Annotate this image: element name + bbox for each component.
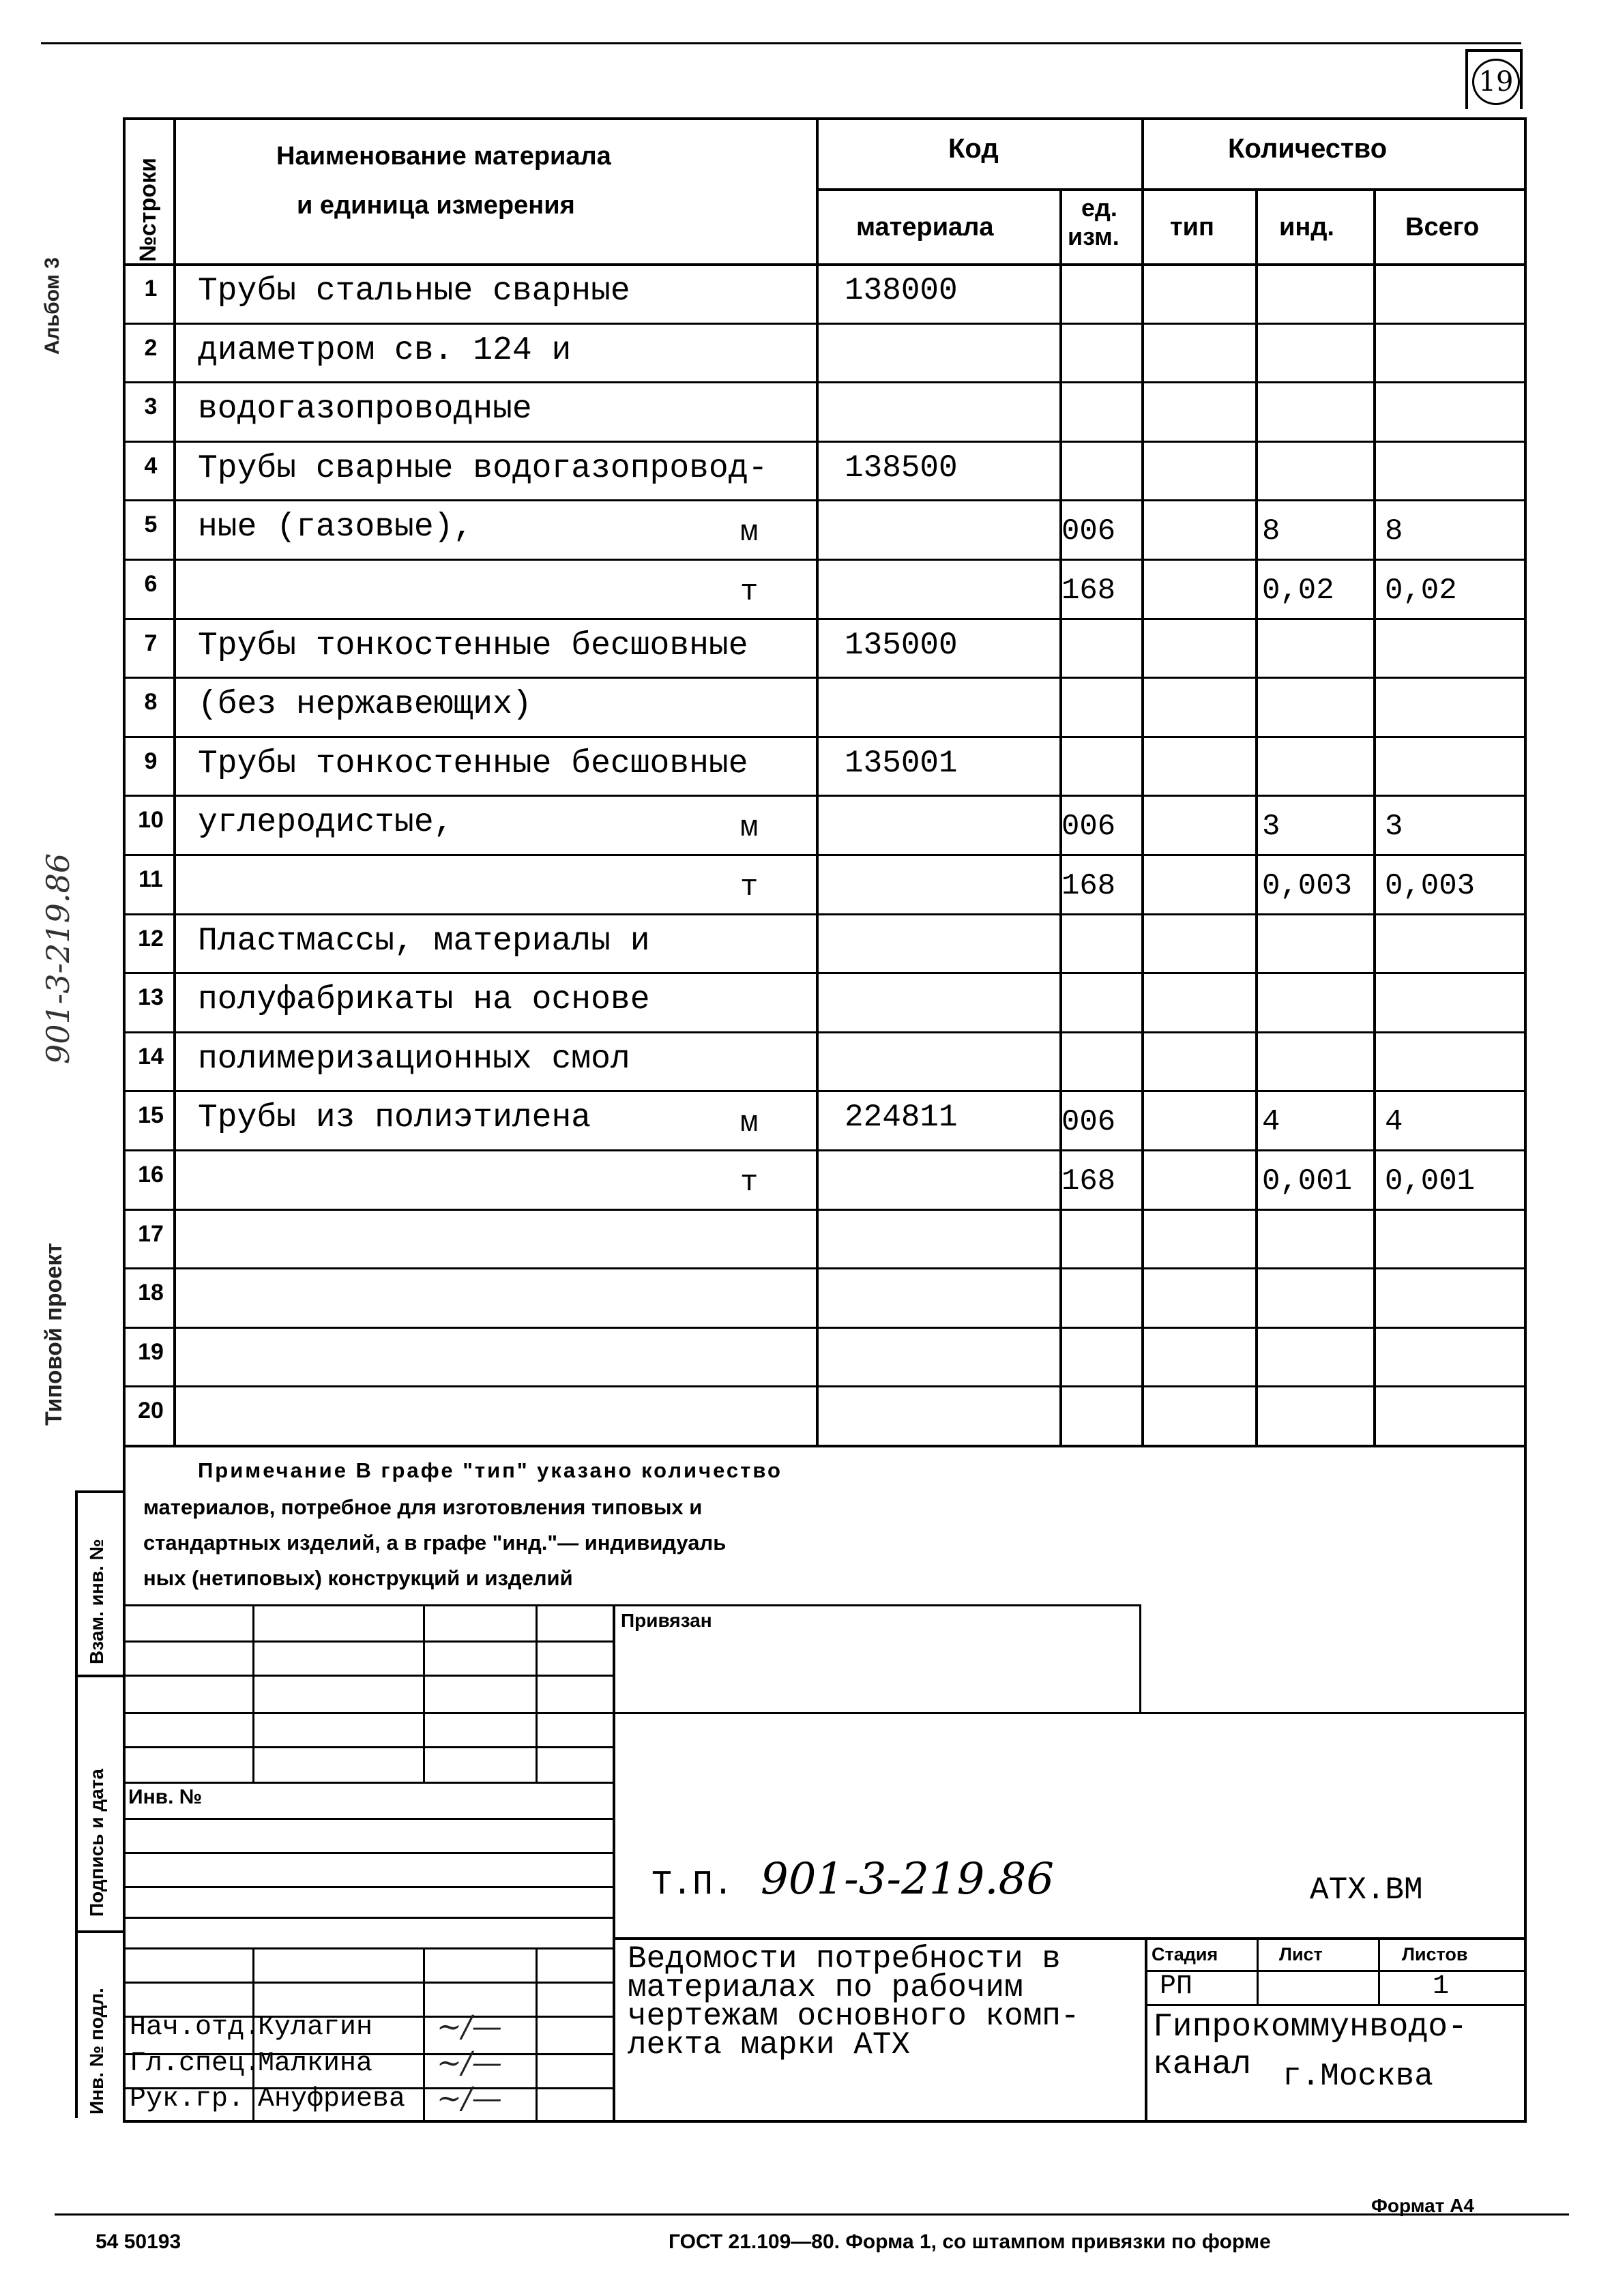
quantity-total: 4 xyxy=(1385,1105,1403,1139)
note-line2: материалов, потребное для изготовления типовых и xyxy=(143,1495,703,1519)
quantity-ind: 0,001 xyxy=(1262,1164,1353,1198)
row-number: 12 xyxy=(138,926,164,952)
unit-of-measure: м xyxy=(740,516,759,550)
material-code: 135000 xyxy=(845,628,958,663)
row-number: 2 xyxy=(144,335,158,361)
header-code: Код xyxy=(948,134,999,164)
quantity-total: 8 xyxy=(1385,514,1403,548)
stamp-sheets-label: Листов xyxy=(1402,1944,1468,1964)
stamp-privyazan: Привязан xyxy=(621,1610,712,1631)
quantity-total: 0,02 xyxy=(1385,574,1457,608)
row-number: 15 xyxy=(138,1102,164,1128)
material-name: углеродистые, xyxy=(198,804,454,841)
stamp-person-name: Кулагин xyxy=(258,2012,373,2043)
unit-code: 168 xyxy=(1061,574,1116,608)
quantity-ind: 0,003 xyxy=(1262,869,1353,903)
header-total: Всего xyxy=(1405,213,1480,241)
stamp-org-line1: Гипрокоммунводо- xyxy=(1153,2009,1467,2046)
row-number: 5 xyxy=(144,512,158,538)
row-number: 16 xyxy=(138,1162,164,1188)
row-number: 11 xyxy=(138,866,163,892)
note-line1: Примечание В графе "тип" указано количество xyxy=(198,1458,782,1482)
stamp-person-role: Нач.отд. xyxy=(130,2012,261,2043)
quantity-total: 3 xyxy=(1385,810,1403,844)
unit-of-measure: м xyxy=(740,811,759,845)
row-number: 18 xyxy=(138,1280,164,1306)
material-name: Трубы из полиэтилена xyxy=(198,1100,591,1136)
side-album: Альбом 3 xyxy=(41,257,63,355)
material-name: Трубы тонкостенные бесшовные xyxy=(198,746,748,782)
stamp-title-line2: материалах по рабочим xyxy=(628,1970,1023,2005)
signature-scribble: ~/— xyxy=(437,2081,502,2116)
sheet-number: 19 xyxy=(1472,59,1520,105)
material-code: 135001 xyxy=(845,746,958,781)
header-type: тип xyxy=(1170,213,1214,241)
material-code: 224811 xyxy=(845,1100,958,1135)
stamp-stage-label: Стадия xyxy=(1152,1944,1218,1964)
material-code: 138000 xyxy=(845,273,958,308)
header-name-line1: Наименование материала xyxy=(276,142,611,171)
note-line3: стандартных изделий, а в графе "инд."— индивидуаль xyxy=(143,1531,727,1555)
header-unit-line1: ед. xyxy=(1081,194,1117,222)
stamp-title-line4: лекта марки АТХ xyxy=(628,2027,911,2063)
stamp-inv-no: Инв. № xyxy=(128,1786,203,1808)
material-name: ные (газовые), xyxy=(198,509,473,546)
side-inv-podl: Инв. № подл. xyxy=(86,1988,107,2115)
stamp-sheet-label: Лист xyxy=(1279,1944,1323,1964)
unit-code: 006 xyxy=(1061,810,1116,844)
stamp-person-role: Рук.гр. xyxy=(130,2084,245,2115)
stamp-mark: АТХ.ВМ xyxy=(1310,1872,1423,1908)
header-row-no: №строки xyxy=(135,158,161,262)
row-number: 10 xyxy=(138,807,164,833)
material-name: Трубы тонкостенные бесшовные xyxy=(198,628,748,664)
unit-code: 168 xyxy=(1061,1164,1116,1198)
row-number: 19 xyxy=(138,1339,164,1365)
unit-code: 006 xyxy=(1061,514,1116,548)
header-name-line2: и единица измерения xyxy=(297,191,575,220)
stamp-stage: РП xyxy=(1160,1971,1193,2002)
header-unit-line2: изм. xyxy=(1068,222,1119,250)
material-name: диаметром св. 124 и xyxy=(198,332,572,369)
stamp-person-name: Ануфриева xyxy=(258,2084,406,2115)
side-project: Типовой проект xyxy=(41,1243,67,1426)
quantity-total: 0,003 xyxy=(1385,869,1476,903)
unit-of-measure: т xyxy=(740,870,759,904)
row-number: 20 xyxy=(138,1398,164,1424)
material-name: Трубы сварные водогазопровод- xyxy=(198,450,768,487)
stamp-person-name: Малкина xyxy=(258,2048,373,2079)
quantity-ind: 8 xyxy=(1262,514,1280,548)
signature-scribble: ~/— xyxy=(437,2046,502,2080)
signature-scribble: ~/— xyxy=(437,2010,502,2044)
material-name: Пластмассы, материалы и xyxy=(198,923,650,960)
footer-gost: ГОСТ 21.109—80. Форма 1, со штампом привязки по форме xyxy=(669,2231,1271,2253)
stamp-org-line2: канал xyxy=(1153,2046,1252,2083)
footer-format: Формат А4 xyxy=(1371,2195,1474,2216)
unit-code: 168 xyxy=(1061,869,1116,903)
unit-of-measure: т xyxy=(740,575,759,609)
row-number: 7 xyxy=(144,630,158,656)
header-ind: инд. xyxy=(1279,213,1334,241)
row-number: 14 xyxy=(138,1044,164,1070)
material-name: (без нержавеющих) xyxy=(198,686,532,723)
row-number: 17 xyxy=(138,1221,164,1247)
side-zam-inv: Взам. инв. № xyxy=(86,1539,107,1664)
quantity-ind: 0,02 xyxy=(1262,574,1334,608)
material-name: полуфабрикаты на основе xyxy=(198,982,650,1018)
row-number: 13 xyxy=(138,984,164,1010)
row-number: 1 xyxy=(144,276,158,301)
stamp-sheets: 1 xyxy=(1433,1971,1450,2002)
stamp-title-line3: чертежам основного комп- xyxy=(628,1999,1080,2034)
unit-of-measure: м xyxy=(740,1106,759,1140)
quantity-total: 0,001 xyxy=(1385,1164,1476,1198)
quantity-ind: 4 xyxy=(1262,1105,1280,1139)
stamp-tp-number: 901-3-219.86 xyxy=(761,1854,1055,1904)
side-sign-date: Подпись и дата xyxy=(86,1769,107,1917)
material-code: 138500 xyxy=(845,450,958,486)
material-name: водогазопроводные xyxy=(198,391,532,428)
row-number: 3 xyxy=(144,394,158,420)
stamp-city: г.Москва xyxy=(1283,2059,1433,2094)
row-number: 9 xyxy=(144,748,158,774)
unit-code: 006 xyxy=(1061,1105,1116,1139)
side-project-no: 901-3-219.86 xyxy=(40,853,76,1064)
unit-of-measure: т xyxy=(740,1166,759,1200)
row-number: 4 xyxy=(144,453,158,479)
sheet-number-box xyxy=(1465,49,1523,109)
stamp-tp-label: Т.П. xyxy=(651,1866,734,1904)
footer-left-code: 54 50193 xyxy=(96,2231,181,2253)
stamp-title-line1: Ведомости потребности в xyxy=(628,1941,1061,1977)
row-number: 8 xyxy=(144,689,158,715)
material-name: полимеризационных смол xyxy=(198,1041,630,1078)
header-quantity: Количество xyxy=(1228,134,1388,164)
row-number: 6 xyxy=(144,571,158,597)
stamp-person-role: Гл.спец. xyxy=(130,2048,261,2079)
header-material: материала xyxy=(856,213,994,241)
note-line4: ных (нетиповых) конструкций и изделий xyxy=(143,1566,573,1590)
material-name: Трубы стальные сварные xyxy=(198,273,630,310)
quantity-ind: 3 xyxy=(1262,810,1280,844)
